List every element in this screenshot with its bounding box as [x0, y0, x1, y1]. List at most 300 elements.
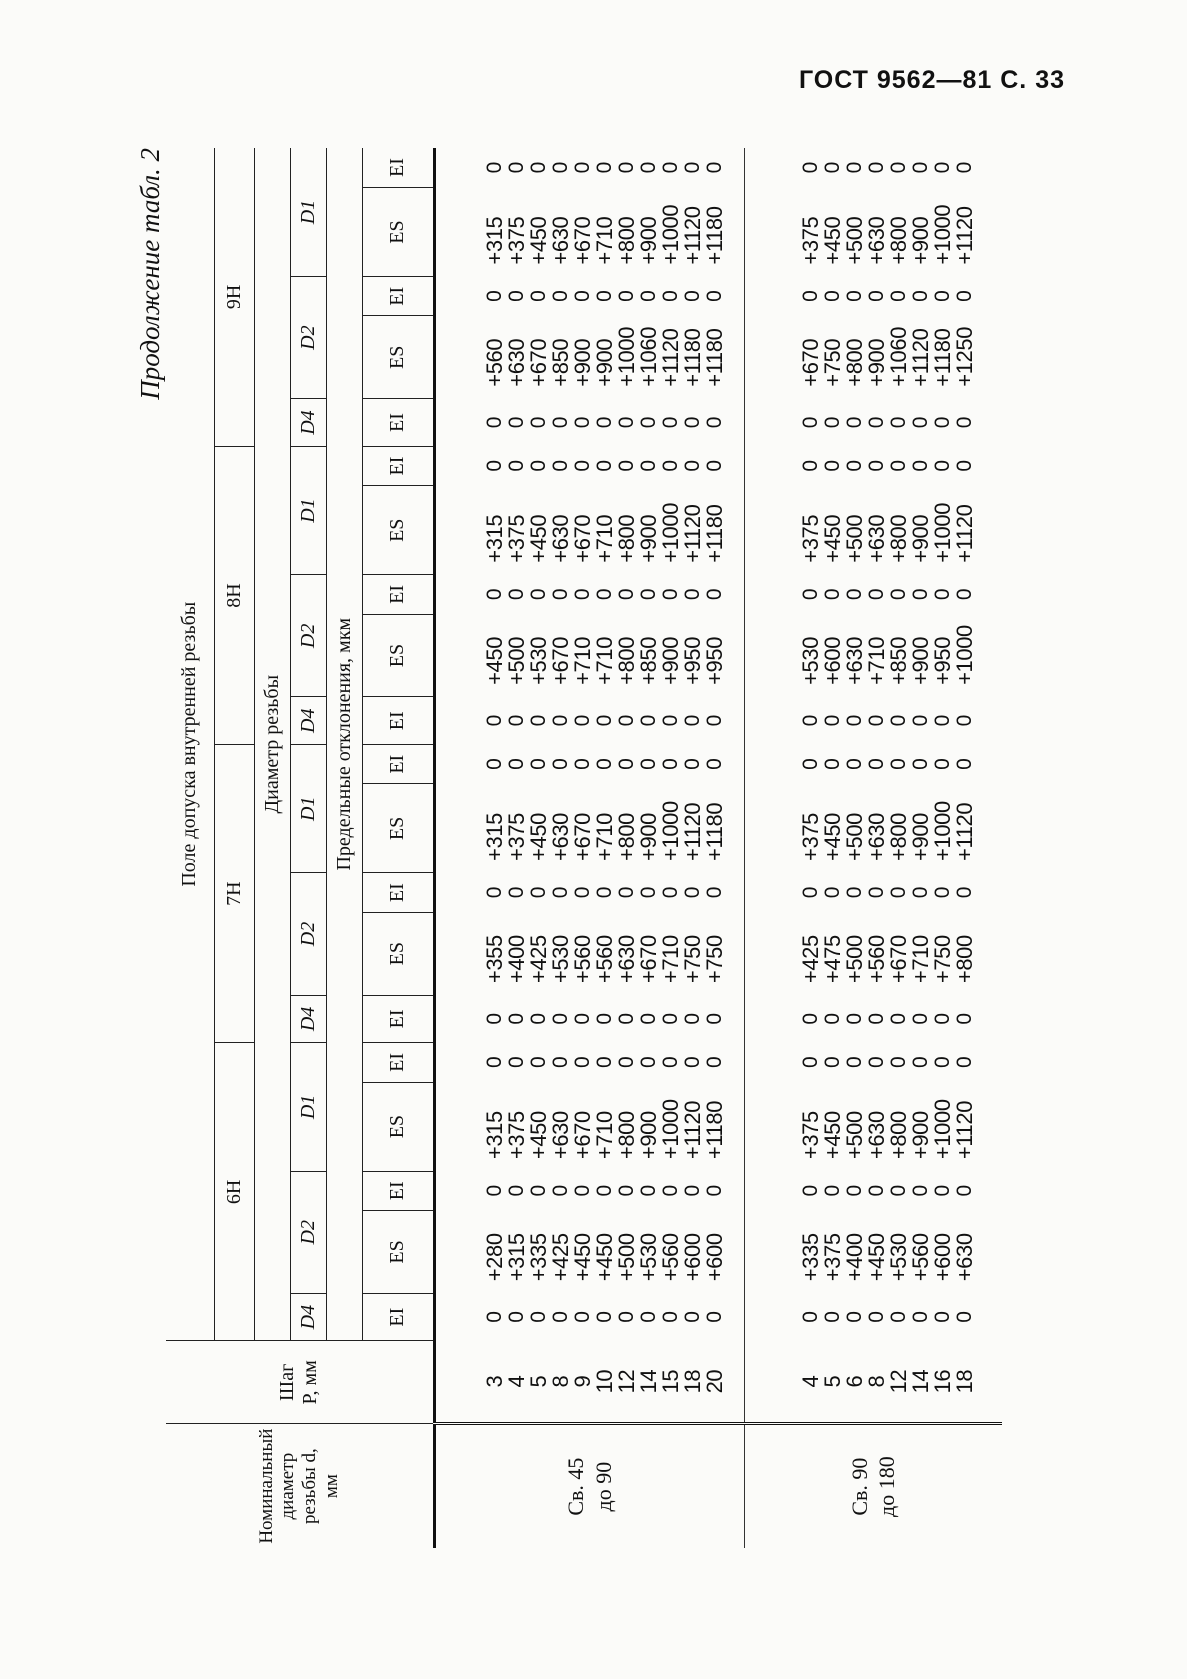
deviation-value: +900 [635, 216, 661, 265]
deviation-value: +750 [679, 935, 705, 984]
deviation-value: 0 [909, 886, 933, 899]
deviation-value: 0 [887, 290, 911, 302]
header-es: ES [362, 1082, 434, 1171]
deviation-value: 0 [526, 1056, 550, 1069]
deviation-value: 0 [614, 758, 638, 770]
deviation-value: 0 [953, 758, 977, 770]
deviation-value: 0 [799, 162, 823, 174]
deviation-value: 0 [887, 1311, 911, 1323]
deviation-value: 0 [909, 1185, 933, 1197]
deviation-value: +315 [481, 1111, 507, 1160]
deviation-value: +630 [864, 812, 890, 861]
deviation-value: 0 [592, 758, 616, 770]
deviation-value: 0 [592, 1311, 616, 1323]
deviation-value: 0 [592, 460, 616, 472]
deviation-value: 0 [658, 1056, 682, 1069]
deviation-value: +900 [908, 812, 934, 861]
deviation-value: 0 [570, 758, 594, 770]
deviation-value: 0 [843, 290, 867, 302]
deviation-value: 0 [909, 1013, 933, 1025]
deviation-value: 0 [799, 1311, 823, 1323]
deviation-value: 0 [680, 1185, 704, 1197]
cell-g9-d1-es [744, 188, 1002, 277]
deviation-value: 0 [548, 162, 572, 174]
step-value: 15 [657, 1369, 683, 1394]
header-nominal-line: диаметр [277, 1452, 299, 1520]
cell-g6-d4-ei [434, 1293, 744, 1341]
deviation-value: 0 [636, 758, 660, 770]
step-value: 18 [952, 1369, 978, 1394]
deviation-value: +800 [613, 1111, 639, 1160]
deviation-value: 0 [843, 758, 867, 770]
deviation-value: +500 [842, 514, 868, 563]
deviation-value: 0 [636, 162, 660, 174]
deviation-value: 0 [821, 588, 845, 601]
step-value: 9 [569, 1375, 595, 1388]
step-value: 16 [930, 1369, 956, 1394]
deviation-value: +950 [679, 636, 705, 685]
deviation-value: 0 [658, 460, 682, 472]
deviation-value: +1180 [701, 206, 727, 265]
deviation-value: 0 [680, 460, 704, 472]
deviation-value: +355 [481, 935, 507, 984]
deviation-value: +560 [591, 935, 617, 984]
header-nominal-line: мм [321, 1474, 343, 1499]
header-ei: EI [362, 1043, 434, 1082]
deviation-value: 0 [865, 460, 889, 472]
step-value: 12 [613, 1369, 639, 1394]
diameter-line: Св. 90 [846, 1457, 872, 1516]
deviation-value: 0 [953, 290, 977, 302]
cell-steps [434, 1341, 744, 1424]
tolerance-table [166, 148, 1002, 1548]
deviation-value: 0 [821, 758, 845, 770]
deviation-value: +800 [613, 636, 639, 685]
deviation-value: 0 [548, 588, 572, 601]
deviation-value: 0 [548, 715, 572, 727]
deviation-value: 0 [799, 588, 823, 601]
deviation-value: +1120 [952, 1100, 978, 1160]
deviation-value: +560 [569, 935, 595, 984]
deviation-value: 0 [570, 460, 594, 472]
deviation-value: +560 [481, 338, 507, 387]
deviation-value: 0 [799, 290, 823, 302]
deviation-value: +375 [798, 514, 824, 563]
deviation-value: +530 [525, 636, 551, 685]
deviation-value: 0 [482, 758, 506, 770]
deviation-value: 0 [909, 290, 933, 302]
deviation-value: 0 [526, 290, 550, 302]
deviation-value: 0 [614, 886, 638, 899]
deviation-value: +900 [657, 636, 683, 685]
deviation-value: 0 [909, 162, 933, 174]
deviation-value: 0 [526, 886, 550, 899]
deviation-value: +800 [886, 216, 912, 265]
deviation-value: 0 [865, 588, 889, 601]
deviation-value: +1000 [930, 801, 956, 861]
deviation-value: 0 [821, 1185, 845, 1197]
cell-g8-d4-ei [744, 697, 1002, 745]
deviation-value: 0 [636, 588, 660, 601]
deviation-value: +1000 [930, 502, 956, 563]
deviation-value: 0 [658, 588, 682, 601]
deviation-value: +600 [701, 1233, 727, 1282]
deviation-value: 0 [504, 460, 528, 472]
deviation-value: 0 [702, 416, 726, 429]
deviation-value: 0 [865, 1013, 889, 1025]
header-ei: EI [362, 745, 434, 784]
header-es: ES [362, 1210, 434, 1293]
deviation-value: 0 [931, 416, 955, 429]
deviation-value: +670 [525, 338, 551, 387]
deviation-value: 0 [931, 1185, 955, 1197]
deviation-value: 0 [592, 886, 616, 899]
deviation-value: 0 [548, 416, 572, 429]
deviation-value: 0 [658, 715, 682, 727]
cell-g7-d1-es [744, 784, 1002, 873]
cell-g9-d2-ei [434, 277, 744, 316]
cell-g6-d1-ei [744, 1043, 1002, 1082]
header-d2: D2 [290, 277, 326, 399]
deviation-value: 0 [865, 162, 889, 174]
cell-g6-d1-es [434, 1082, 744, 1171]
cell-g9-d4-ei [434, 399, 744, 447]
deviation-value: 0 [843, 416, 867, 429]
deviation-value: 0 [843, 460, 867, 472]
deviation-value: 0 [865, 715, 889, 727]
header-ei: EI [362, 446, 434, 485]
deviation-value: +1180 [701, 802, 727, 861]
deviation-value: 0 [702, 758, 726, 770]
deviation-value: 0 [887, 886, 911, 899]
deviation-value: +900 [635, 812, 661, 861]
deviation-value: +450 [864, 1233, 890, 1282]
header-ei: EI [362, 277, 434, 316]
cell-g8-d1-ei [744, 446, 1002, 485]
deviation-value: 0 [821, 460, 845, 472]
deviation-value: +450 [820, 1111, 846, 1160]
table-row [744, 148, 1002, 1548]
deviation-value: 0 [504, 886, 528, 899]
deviation-value: 0 [931, 715, 955, 727]
header-ei: EI [362, 1293, 434, 1341]
deviation-value: 0 [931, 162, 955, 174]
deviation-value: 0 [504, 416, 528, 429]
deviation-value: +710 [591, 636, 617, 685]
deviation-value: 0 [570, 416, 594, 429]
deviation-value: +950 [930, 636, 956, 685]
header-step-line: Шаг [276, 1363, 299, 1401]
deviation-value: 0 [680, 758, 704, 770]
deviation-value: 0 [909, 715, 933, 727]
deviation-value: +630 [864, 514, 890, 563]
deviation-value: 0 [504, 1013, 528, 1025]
step-value: 4 [503, 1375, 529, 1388]
deviation-value: 0 [909, 1056, 933, 1069]
cell-g8-d1-es [744, 486, 1002, 575]
deviation-value: 0 [887, 416, 911, 429]
deviation-value: +630 [864, 1111, 890, 1160]
deviation-value: +425 [547, 1233, 573, 1282]
deviation-value: 0 [570, 588, 594, 601]
deviation-value: 0 [799, 1056, 823, 1069]
deviation-value: 0 [658, 1013, 682, 1025]
deviation-value: 0 [614, 460, 638, 472]
deviation-value: +1000 [613, 326, 639, 387]
deviation-value: +1000 [657, 502, 683, 563]
deviation-value: 0 [953, 1056, 977, 1069]
deviation-value: 0 [614, 1185, 638, 1197]
deviation-value: 0 [843, 886, 867, 899]
deviation-value: +335 [798, 1233, 824, 1282]
deviation-value: 0 [482, 162, 506, 174]
deviation-value: 0 [570, 886, 594, 899]
header-nominal-diameter [166, 1424, 434, 1548]
deviation-value: +425 [525, 935, 551, 984]
cell-g7-d1-es [434, 784, 744, 873]
deviation-value: +630 [547, 216, 573, 265]
deviation-value: +560 [908, 1233, 934, 1282]
deviation-value: 0 [658, 416, 682, 429]
deviation-value: +315 [481, 812, 507, 861]
deviation-value: +900 [908, 1111, 934, 1160]
header-ei: EI [362, 995, 434, 1043]
step-value: 18 [679, 1369, 705, 1394]
cell-g8-d1-es [434, 486, 744, 575]
deviation-value: 0 [548, 1185, 572, 1197]
deviation-value: 0 [843, 1311, 867, 1323]
deviation-value: +530 [635, 1233, 661, 1282]
deviation-value: 0 [592, 162, 616, 174]
step-value: 20 [701, 1369, 727, 1394]
deviation-value: 0 [658, 1185, 682, 1197]
deviation-value: 0 [570, 715, 594, 727]
deviation-value: 0 [658, 758, 682, 770]
deviation-value: +530 [547, 935, 573, 984]
deviation-value: 0 [821, 416, 845, 429]
deviation-value: 0 [821, 162, 845, 174]
cell-g6-d2-ei [434, 1171, 744, 1210]
deviation-value: +450 [525, 812, 551, 861]
deviation-value: +710 [591, 216, 617, 265]
deviation-value: 0 [799, 886, 823, 899]
deviation-value: +500 [842, 216, 868, 265]
deviation-value: +1120 [679, 1100, 705, 1160]
deviation-value: 0 [526, 460, 550, 472]
deviation-value: 0 [821, 1311, 845, 1323]
cell-g6-d1-es [744, 1082, 1002, 1171]
header-group-9h: 9H [214, 148, 254, 446]
deviation-value: +800 [886, 1111, 912, 1160]
header-d2: D2 [290, 1171, 326, 1293]
deviation-value: +450 [481, 636, 507, 685]
deviation-value: 0 [702, 886, 726, 899]
deviation-value: +1000 [657, 204, 683, 265]
header-step [166, 1341, 434, 1424]
header-group-7h: 7H [214, 745, 254, 1043]
deviation-value: +630 [613, 935, 639, 984]
deviation-value: 0 [482, 1013, 506, 1025]
deviation-value: 0 [865, 1056, 889, 1069]
deviation-value: 0 [702, 162, 726, 174]
deviation-value: 0 [592, 290, 616, 302]
deviation-value: 0 [909, 588, 933, 601]
deviation-value: +710 [591, 514, 617, 563]
deviation-value: 0 [887, 1185, 911, 1197]
deviation-value: 0 [548, 460, 572, 472]
deviation-value: +1000 [930, 204, 956, 265]
deviation-value: 0 [865, 886, 889, 899]
step-value: 8 [864, 1375, 890, 1388]
deviation-value: 0 [592, 1185, 616, 1197]
cell-g8-d2-ei [434, 575, 744, 614]
header-group-8h: 8H [214, 446, 254, 744]
cell-g7-d2-es [744, 912, 1002, 995]
deviation-value: +1120 [679, 206, 705, 265]
deviation-value: 0 [843, 162, 867, 174]
cell-g8-d2-es [434, 614, 744, 697]
deviation-value: +630 [547, 514, 573, 563]
deviation-value: +450 [525, 216, 551, 265]
deviation-value: +750 [930, 935, 956, 984]
deviation-value: +800 [613, 216, 639, 265]
deviation-value: 0 [931, 758, 955, 770]
header-d4: D4 [290, 1293, 326, 1341]
deviation-value: +900 [635, 1111, 661, 1160]
deviation-value: 0 [548, 290, 572, 302]
deviation-value: 0 [614, 1056, 638, 1069]
deviation-value: +710 [657, 935, 683, 984]
deviation-value: +750 [820, 338, 846, 387]
deviation-value: 0 [702, 1056, 726, 1069]
step-value: 4 [798, 1375, 824, 1388]
deviation-value: 0 [570, 162, 594, 174]
cell-g6-d2-ei [744, 1171, 1002, 1210]
cell-nominal-diameter [744, 1424, 1002, 1548]
deviation-value: +500 [613, 1233, 639, 1282]
deviation-value: 0 [887, 162, 911, 174]
deviation-value: 0 [636, 416, 660, 429]
deviation-value: 0 [843, 715, 867, 727]
deviation-value: 0 [636, 290, 660, 302]
deviation-value: 0 [865, 1185, 889, 1197]
step-value: 6 [842, 1375, 868, 1388]
deviation-value: 0 [636, 886, 660, 899]
deviation-value: 0 [548, 758, 572, 770]
deviation-value: +1250 [952, 326, 978, 387]
header-field-title: Поле допуска внутренней резьбы [166, 148, 214, 1341]
deviation-value: 0 [799, 460, 823, 472]
deviation-value: 0 [887, 1056, 911, 1069]
header-es: ES [362, 614, 434, 697]
deviation-value: +1120 [952, 802, 978, 861]
deviation-value: 0 [592, 1056, 616, 1069]
deviation-value: +1120 [952, 504, 978, 563]
header-d4: D4 [290, 399, 326, 447]
deviation-value: 0 [614, 416, 638, 429]
deviation-value: +630 [503, 338, 529, 387]
deviation-value: +560 [657, 1233, 683, 1282]
cell-g8-d2-ei [744, 575, 1002, 614]
deviation-value: 0 [592, 588, 616, 601]
deviation-value: 0 [887, 460, 911, 472]
deviation-value: 0 [843, 1013, 867, 1025]
deviation-value: +1000 [657, 801, 683, 861]
deviation-value: +500 [842, 812, 868, 861]
deviation-value: +710 [591, 812, 617, 861]
deviation-value: 0 [821, 715, 845, 727]
deviation-value: 0 [614, 588, 638, 601]
deviation-value: +1060 [886, 326, 912, 387]
deviation-value: +475 [820, 935, 846, 984]
deviation-value: 0 [482, 1311, 506, 1323]
deviation-value: 0 [953, 416, 977, 429]
deviation-value: +450 [525, 1111, 551, 1160]
deviation-value: 0 [614, 290, 638, 302]
deviation-value: 0 [526, 1185, 550, 1197]
header-ei: EI [362, 575, 434, 614]
deviation-value: 0 [658, 162, 682, 174]
cell-g9-d2-es [434, 316, 744, 399]
deviation-value: 0 [821, 290, 845, 302]
deviation-value: +1000 [657, 1099, 683, 1160]
deviation-value: 0 [592, 715, 616, 727]
deviation-value: 0 [680, 588, 704, 601]
deviation-value: +375 [503, 514, 529, 563]
deviation-value: 0 [482, 1185, 506, 1197]
deviation-value: +670 [886, 935, 912, 984]
step-value: 14 [908, 1369, 934, 1394]
deviation-value: 0 [702, 1311, 726, 1323]
deviation-value: +450 [820, 514, 846, 563]
deviation-value: 0 [548, 1013, 572, 1025]
deviation-value: +630 [547, 812, 573, 861]
cell-g7-d2-ei [744, 873, 1002, 912]
deviation-value: 0 [658, 290, 682, 302]
deviation-value: 0 [636, 1013, 660, 1025]
deviation-value: 0 [614, 162, 638, 174]
deviation-value: +900 [591, 338, 617, 387]
step-value: 8 [547, 1375, 573, 1388]
deviation-value: +670 [798, 338, 824, 387]
cell-g6-d2-es [434, 1210, 744, 1293]
deviation-value: +600 [820, 636, 846, 685]
deviation-value: 0 [702, 715, 726, 727]
deviation-value: 0 [887, 1013, 911, 1025]
deviation-value: +800 [886, 514, 912, 563]
step-value: 5 [525, 1375, 551, 1388]
deviation-value: 0 [865, 758, 889, 770]
deviation-value: +670 [547, 636, 573, 685]
deviation-value: +710 [591, 1111, 617, 1160]
deviation-value: 0 [570, 1056, 594, 1069]
deviation-value: +450 [569, 1233, 595, 1282]
deviation-value: 0 [570, 290, 594, 302]
deviation-value: 0 [865, 1311, 889, 1323]
deviation-value: +850 [886, 636, 912, 685]
deviation-value: 0 [504, 1311, 528, 1323]
deviation-value: 0 [909, 460, 933, 472]
header-d1: D1 [290, 148, 326, 277]
deviation-value: +900 [569, 338, 595, 387]
header-es: ES [362, 316, 434, 399]
table-caption: Продолжение табл. 2 [135, 148, 165, 400]
deviation-value: +710 [569, 636, 595, 685]
cell-g9-d1-ei [434, 148, 744, 188]
deviation-value: +560 [864, 935, 890, 984]
cell-nominal-diameter [434, 1424, 744, 1548]
deviation-value: +400 [503, 935, 529, 984]
